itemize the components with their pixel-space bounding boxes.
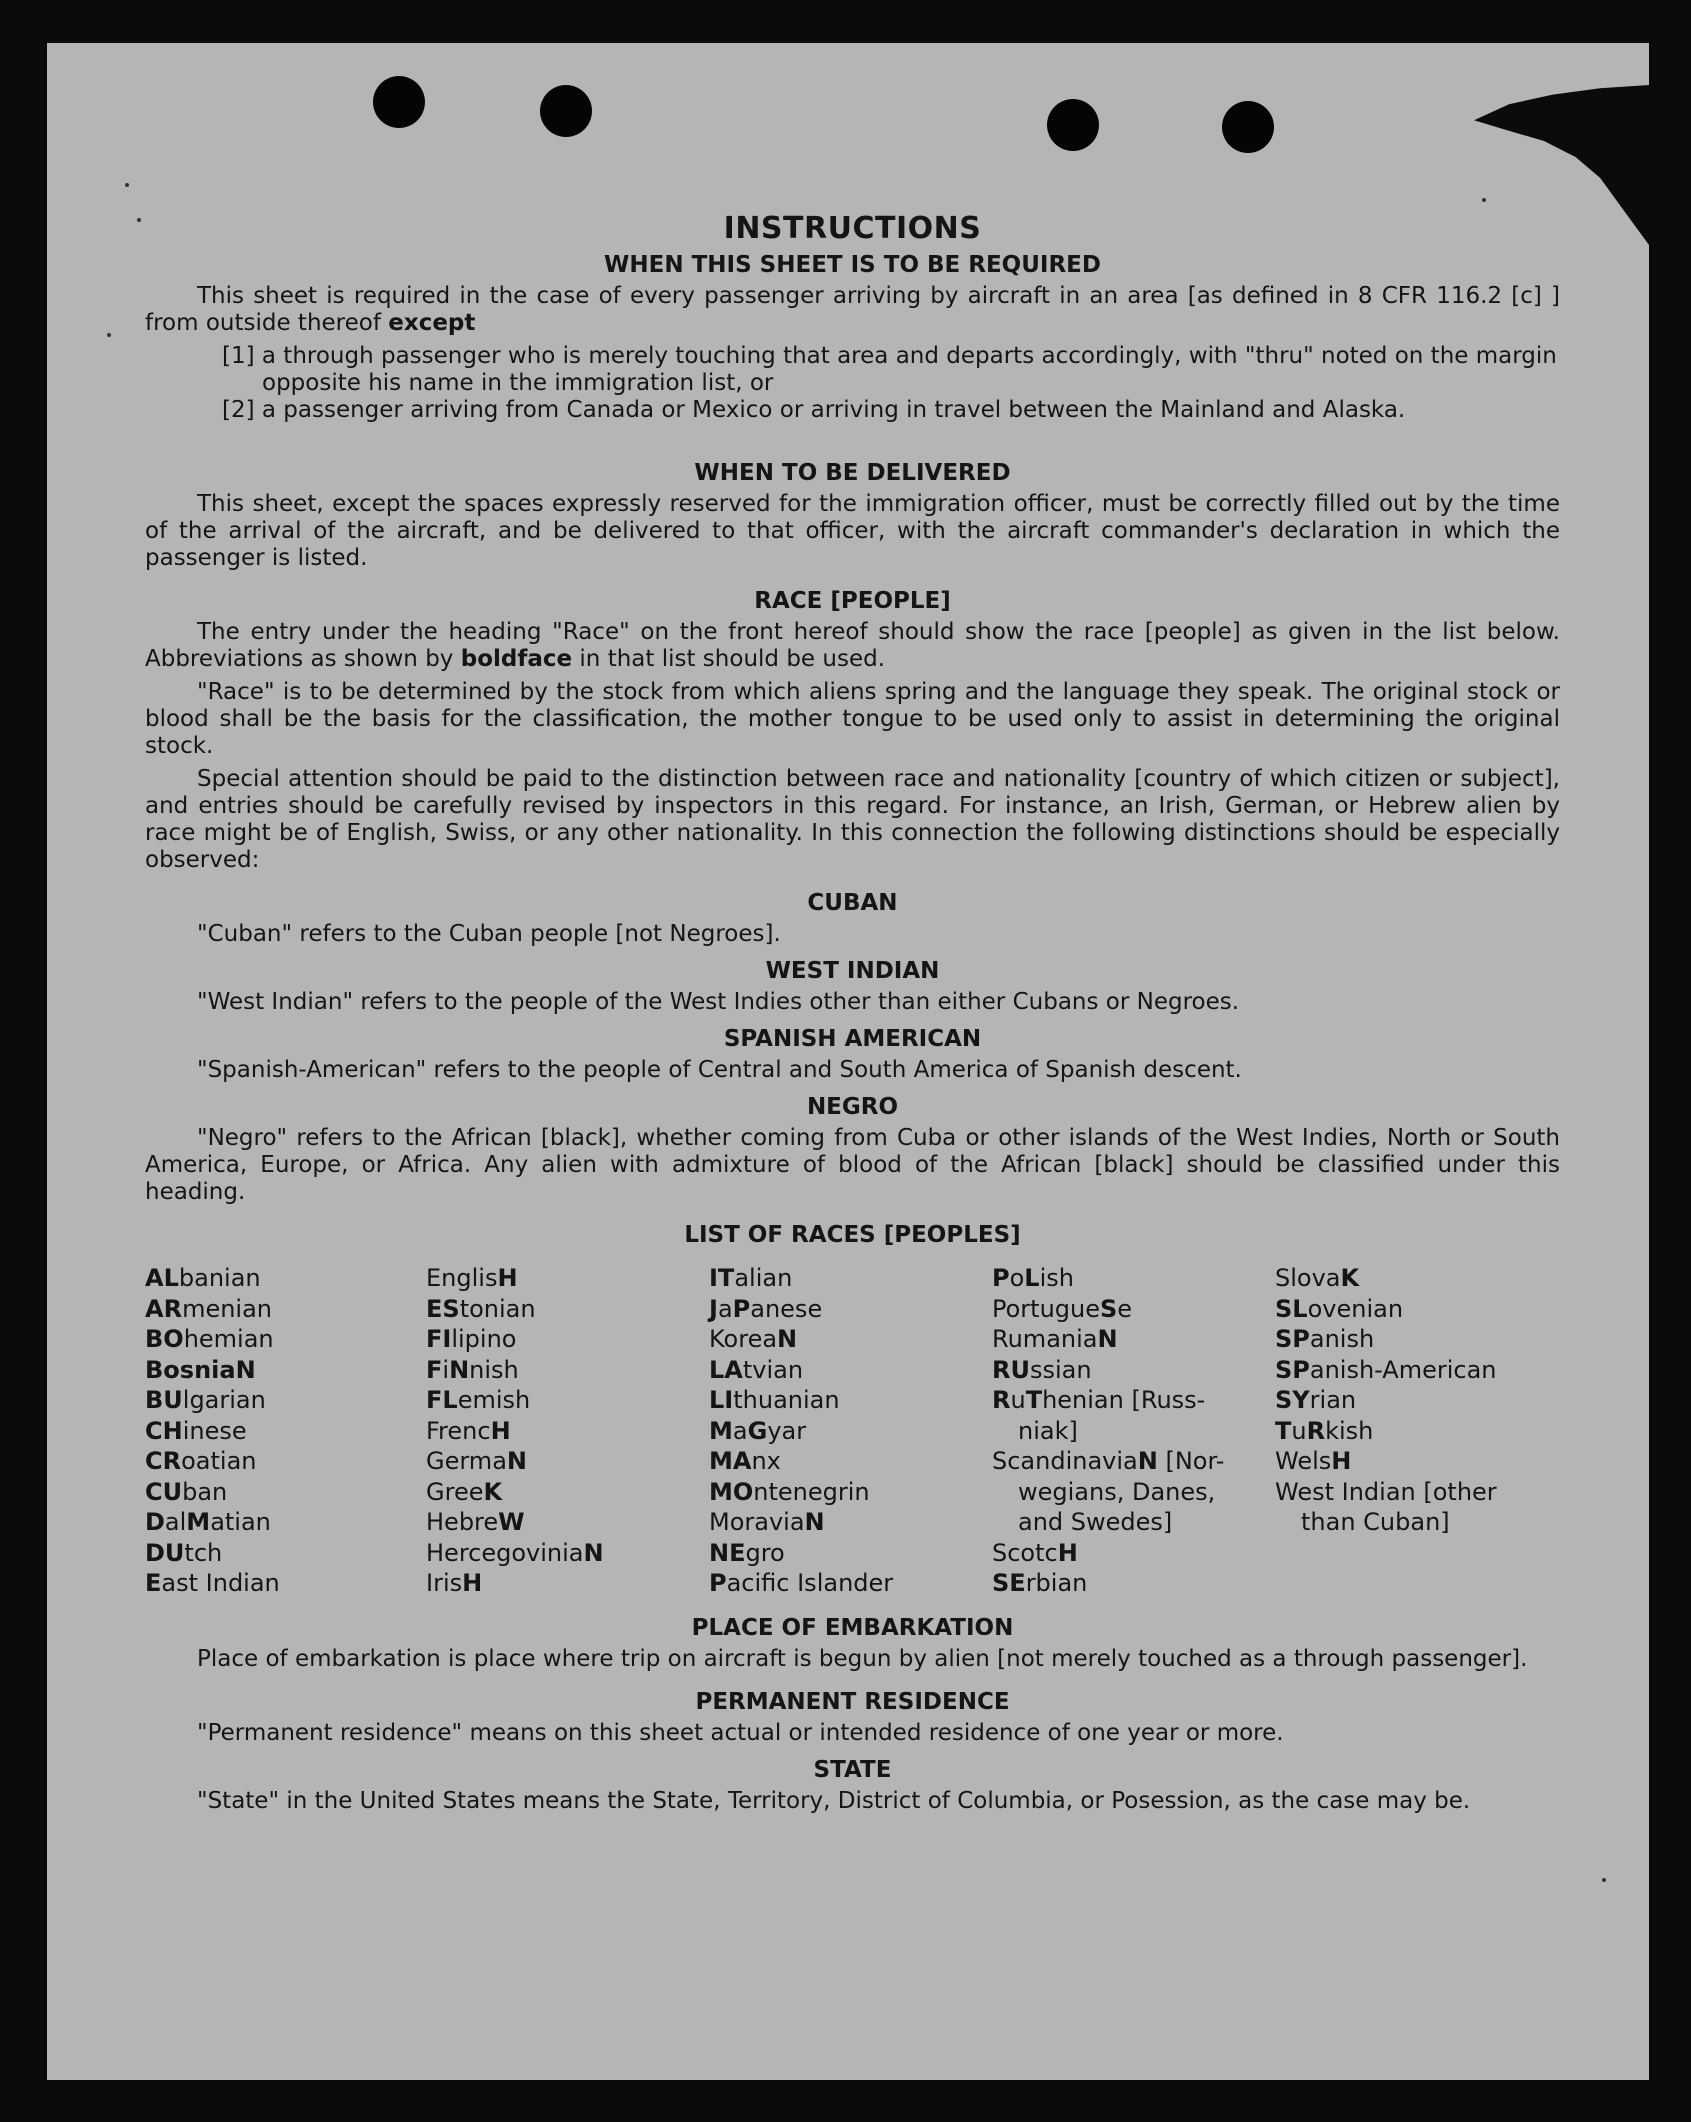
state-text: "State" in the United States means the State, Territory, District of Columbia, or Posession, as the case may be. <box>197 1787 1471 1814</box>
speck <box>125 183 129 187</box>
heading-west-indian: WEST INDIAN <box>765 958 940 984</box>
punch-hole <box>373 76 425 128</box>
races-list <box>145 1263 1560 1599</box>
race-entry: PoLish <box>992 1264 1074 1292</box>
embarkation-text: Place of embarkation is place where trip on aircraft is begun by alien [not merely touched as a through passenger]. <box>197 1645 1528 1672</box>
race-entry: MoraviaN <box>709 1508 825 1536</box>
race-entry: East Indian <box>145 1569 280 1597</box>
race-entry: FIlipino <box>426 1325 517 1353</box>
punch-hole <box>540 85 592 137</box>
race-entry: SErbian <box>992 1569 1088 1597</box>
race-entry: KoreaN <box>709 1325 798 1353</box>
negro-text: "Negro" refers to the African [black], whether coming from Cuba or other islands of the West Indies, North or South America, Europe, or Africa. Any alien with admixture of blood of the African [black] should be classified under this heading. <box>145 1125 1560 1205</box>
race-entry: JaPanese <box>709 1294 823 1323</box>
race-entry: SPanish-American <box>1275 1355 1497 1384</box>
race-entry: ITalian <box>709 1264 793 1292</box>
race-entry: niak] <box>1018 1416 1078 1445</box>
heading-state: STATE <box>813 1756 892 1783</box>
heading-delivered: WHEN TO BE DELIVERED <box>694 460 1011 486</box>
race-entry: DUtch <box>145 1538 223 1567</box>
race-entry: SLovenian <box>1275 1294 1404 1323</box>
race-entry: BOhemian <box>145 1325 274 1353</box>
race-entry: MaGyar <box>709 1416 807 1445</box>
race-entry: SPanish <box>1275 1325 1375 1353</box>
required-item-1: [1] a through passenger who is merely touching that area and departs accordingly, with "thru" noted on the margin opposite his name in the immigration list, or <box>222 343 1557 396</box>
race-para-2: "Race" is to be determined by the stock from which aliens spring and the language they speak. The original stock or blood shall be the basis for the classification, the mother tongue to be used only to assist in determining the original stock. <box>145 679 1560 759</box>
races-column <box>426 1263 709 1599</box>
race-entry: MOntenegrin <box>709 1477 870 1506</box>
race-entry: IrisH <box>426 1569 483 1597</box>
race-entry: EnglisH <box>426 1264 518 1292</box>
race-entry: RuThenian [Russ- <box>992 1386 1206 1414</box>
race-entry: FiNnish <box>426 1355 519 1384</box>
race-entry: West Indian [other <box>1275 1477 1497 1506</box>
spanish-american-text: "Spanish-American" refers to the people of Central and South America of Spanish descent. <box>197 1057 1242 1083</box>
heading-list-of-races: LIST OF RACES [PEOPLES] <box>684 1222 1021 1248</box>
race-entry: ALbanian <box>145 1264 261 1292</box>
races-column <box>1275 1263 1560 1599</box>
race-entry: GreeK <box>426 1477 503 1506</box>
cuban-text: "Cuban" refers to the Cuban people [not Negroes]. <box>197 921 781 947</box>
page-title: INSTRUCTIONS <box>723 211 982 246</box>
race-entry: LAtvian <box>709 1355 804 1384</box>
heading-residence: PERMANENT RESIDENCE <box>695 1688 1010 1715</box>
race-entry: ScandinaviaN [Nor- <box>992 1447 1225 1475</box>
race-entry: SlovaK <box>1275 1264 1360 1292</box>
race-para-3: Special attention should be paid to the distinction between race and nationality [country of which citizen or subject], and entries should be carefully revised by inspectors in this regard. For instance, an Irish, German, or Hebrew alien by race might be of English, Swiss, or any other nationality. In this connection the following distinctions should be especially observed: <box>145 766 1560 873</box>
race-entry: EStonian <box>426 1294 536 1323</box>
race-entry: WelsH <box>1275 1447 1352 1475</box>
race-entry: PortugueSe <box>992 1294 1133 1323</box>
speck <box>137 218 141 222</box>
heading-required: WHEN THIS SHEET IS TO BE REQUIRED <box>604 252 1101 278</box>
race-entry: GermaN <box>426 1447 527 1475</box>
race-entry: and Swedes] <box>1018 1508 1173 1536</box>
delivered-text: This sheet, except the spaces expressly reserved for the immigration officer, must be correctly filled out by the time of the arrival of the aircraft, and be delivered to that officer, with the aircraft commander's declaration in which the passenger is listed. <box>145 491 1560 571</box>
race-entry: ScotcH <box>992 1538 1078 1567</box>
race-entry: RUssian <box>992 1355 1092 1384</box>
race-entry: than Cuban] <box>1301 1508 1450 1536</box>
races-column <box>709 1263 992 1599</box>
required-item-2: [2] a passenger arriving from Canada or Mexico or arriving in travel between the Mainland and Alaska. <box>222 397 1406 423</box>
race-para-1: The entry under the heading "Race" on the front hereof should show the race [people] as given in the list below. Abbreviations as shown by boldface in that list should be used. <box>145 619 1560 672</box>
document-page <box>47 43 1649 2080</box>
race-entry: TuRkish <box>1275 1416 1374 1445</box>
race-entry: CHinese <box>145 1416 247 1445</box>
race-entry: SYrian <box>1275 1386 1357 1414</box>
punch-hole <box>1222 101 1274 153</box>
race-entry: HebreW <box>426 1508 525 1536</box>
heading-embarkation: PLACE OF EMBARKATION <box>691 1614 1014 1641</box>
race-entry: HercegoviniaN <box>426 1538 604 1567</box>
heading-negro: NEGRO <box>806 1094 899 1120</box>
speck <box>107 333 111 337</box>
race-entry: ARmenian <box>145 1294 273 1323</box>
race-entry: FLemish <box>426 1386 531 1414</box>
instructions-content <box>145 173 1560 1825</box>
race-entry: CUban <box>145 1477 228 1506</box>
race-entry: BUlgarian <box>145 1386 266 1414</box>
race-entry: NEgro <box>709 1538 785 1567</box>
races-column <box>992 1263 1275 1599</box>
west-indian-text: "West Indian" refers to the people of the West Indies other than either Cubans or Negroes. <box>197 989 1240 1015</box>
heading-cuban: CUBAN <box>807 890 898 916</box>
race-entry: MAnx <box>709 1447 781 1475</box>
speck <box>1602 1878 1606 1882</box>
race-entry: LIthuanian <box>709 1386 840 1414</box>
race-entry: DalMatian <box>145 1508 271 1536</box>
residence-text: "Permanent residence" means on this sheet actual or intended residence of one year or more. <box>197 1719 1284 1746</box>
race-entry: BosniaN <box>145 1355 256 1384</box>
race-entry: RumaniaN <box>992 1325 1118 1353</box>
required-intro: This sheet is required in the case of every passenger arriving by aircraft in an area [as defined in 8 CFR 116.2 [c] ] from outside thereof except <box>145 283 1560 336</box>
heading-spanish-american: SPANISH AMERICAN <box>723 1026 982 1052</box>
race-entry: wegians, Danes, <box>1018 1477 1216 1506</box>
races-column <box>145 1263 426 1599</box>
race-entry: FrencH <box>426 1416 511 1445</box>
race-entry: CRoatian <box>145 1447 257 1475</box>
heading-race: RACE [PEOPLE] <box>754 588 951 614</box>
race-entry: Pacific Islander <box>709 1569 894 1597</box>
punch-hole <box>1047 99 1099 151</box>
